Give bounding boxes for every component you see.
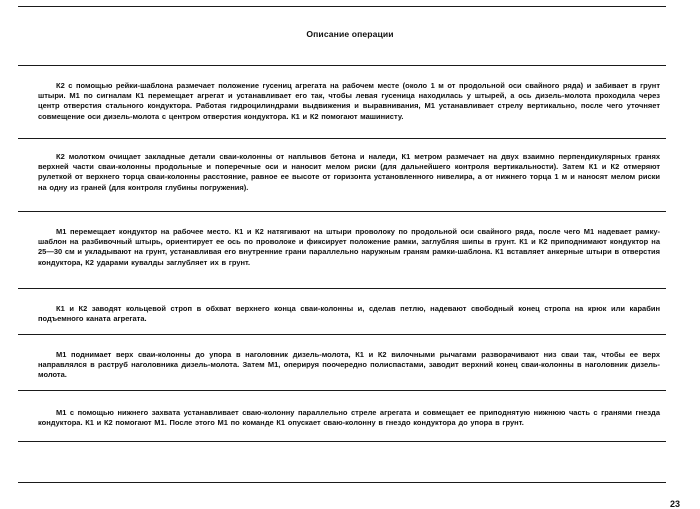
page-number: 23 xyxy=(669,499,680,509)
step-divider xyxy=(18,334,666,335)
operation-step-6: М1 с помощью нижнего захвата устанавливает сваю-колонну параллельно стреле агрегата и совмещает ее приподнятую нижнюю часть с гранями гнезда кондуктора. К1 и К2 помогают М1. После этого М1 по команде К1 опускает сваю-колонну в гнездо кондуктора до упора в грунт. xyxy=(38,408,660,428)
operation-step-5: М1 поднимает верх сваи-колонны до упора в наголовник дизель-молота, К1 и К2 вилочными рычагами разворачивают низ сваи так, чтобы ее верх направлялся в раструб наголовника дизель-молота. Затем М1, оперируя поочередно полиспастами, заводит верхний конец сваи-колонны в наголовник дизель-молота. xyxy=(38,350,660,380)
operation-step-1: К2 с помощью рейки-шаблона размечает положение гусениц агрегата на рабочем месте (около 1 м от продольной оси свайного ряда) и забивает в грунт штыри. М1 по сигналам К1 перемещает агрегат и устанавливает его так, чтобы левая гусеница находилась у штырей, а ось дизель-молота проходила через центр отверстия стального кондуктора. Работая гидроцилиндрами выдвижения и выравнивания, М1 устанавливает стрелу вертикально, после чего уточняет совмещение оси дизель-молота с центром отверстия кондуктора. К1 и К2 помогают машинисту. xyxy=(38,81,660,121)
operation-step-2: К2 молотком очищает закладные детали сваи-колонны от наплывов бетона и наледи, К1 метром размечает на двух взаимно перпендикулярных гранях верхней части сваи-колонны продольные и поперечные оси и наносит мелом риски (для дальнейшего контроля вертикальности). Затем К1 и К2 отмеряют рулеткой от верхнего торца сваи-колонны расстояние, равное ее высоте от горизонта установленного нивелира, а от нижнего торца 1 м и наносят мелом риски на одну из граней (для контроля глубины погружения). xyxy=(38,152,660,192)
bottom-rule xyxy=(18,482,666,483)
step-divider xyxy=(18,390,666,391)
step-divider xyxy=(18,288,666,289)
step-divider xyxy=(18,138,666,139)
header-rule xyxy=(18,65,666,66)
step-divider xyxy=(18,211,666,212)
step-divider xyxy=(18,441,666,442)
operation-step-3: М1 перемещает кондуктор на рабочее место. К1 и К2 натягивают на штыри проволоку по продольной оси свайного ряда, после чего М1 надевает рамку-шаблон на разбивочный штырь, ориентирует ее ось по проволоке и фиксирует положение рамки, заглубляя шипы в грунт. К1 и К2 приподнимают кондуктор на 25—30 см и укладывают на грунт, устанавливая его внутренние грани параллельно наружным граням рамки-шаблона. К1 вставляет анкерные штыри в отверстия кондуктора, К2 ударами кувалды заглубляет их в грунт. xyxy=(38,227,660,267)
section-title: Описание операции xyxy=(306,29,394,39)
operation-step-4: К1 и К2 заводят кольцевой строп в обхват верхнего конца сваи-колонны и, сделав петлю, надевают свободный конец стропа на крюк или карабин подъемного каната агрегата. xyxy=(38,304,660,324)
top-rule xyxy=(18,6,666,7)
